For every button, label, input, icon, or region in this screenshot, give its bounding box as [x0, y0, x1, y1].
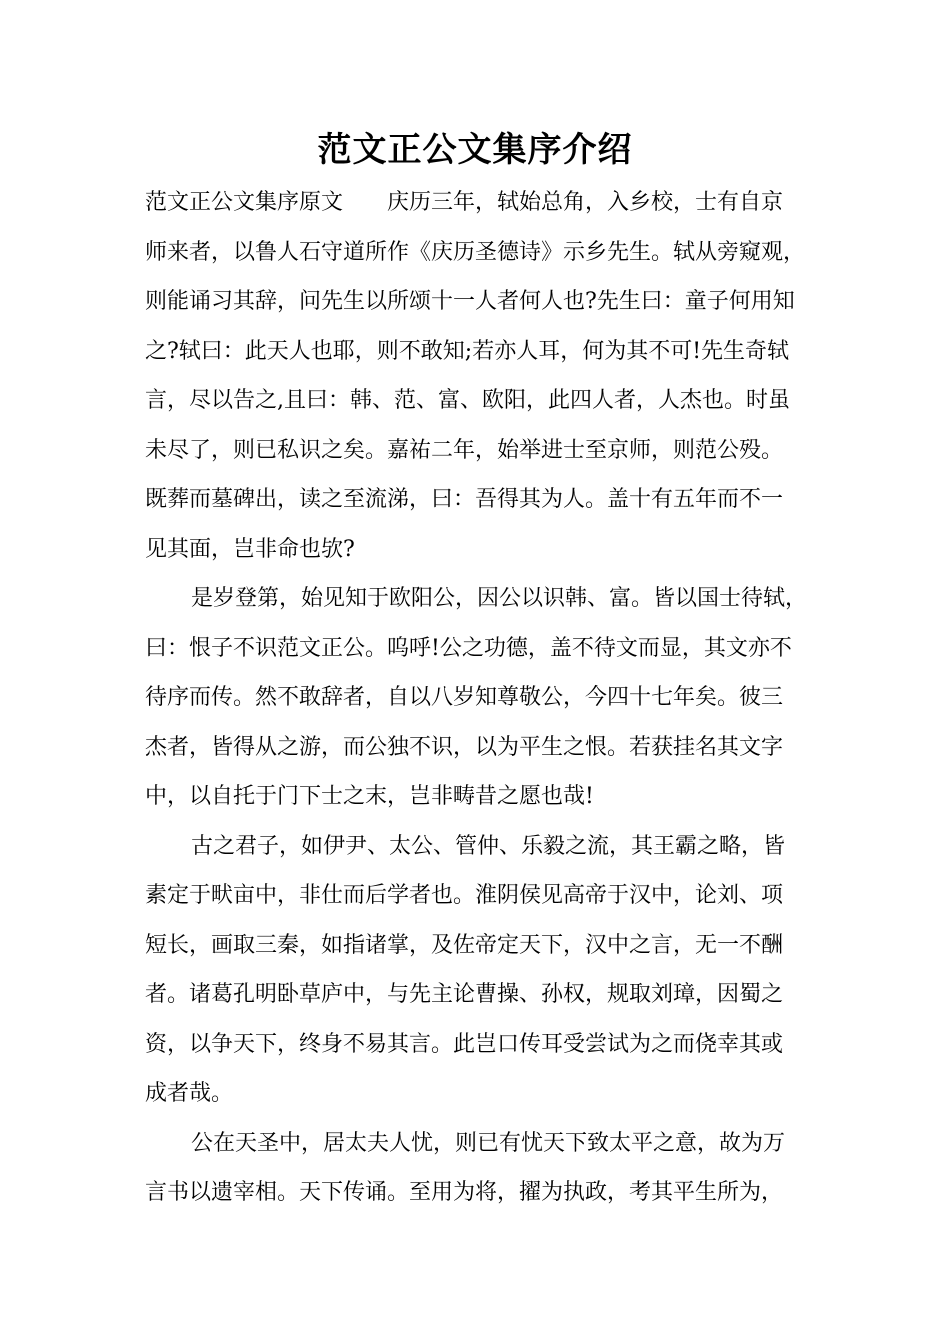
text-line: 之?轼曰：此天人也耶，则不敢知;若亦人耳，何为其不可!先生奇轼 — [145, 338, 790, 364]
text-line — [145, 178, 805, 228]
text-line: 言书以遗宰相。天下传诵。至用为将，擢为执政，考其平生所为， — [145, 1180, 784, 1205]
paragraph-first-line: 是岁登第，始见知于欧阳公，因公以识韩、富。皆以国士待轼， — [191, 586, 808, 611]
document-body — [145, 178, 808, 1218]
text-line: 见其面，岂非命也欤? — [145, 536, 355, 562]
source-heading: 范文正公文集序原文 — [145, 190, 344, 215]
text-line: 言，尽以告之,且曰：韩、范、富、欧阳，此四人者，人杰也。时虽 — [145, 388, 790, 413]
text-line: 素定于畎亩中，非仕而后学者也。淮阴侯见高帝于汉中，论刘、项 — [145, 883, 784, 908]
text-segment: 庆历三年，轼始总角，入乡校，士有自京 — [387, 190, 784, 215]
text-line: 短长，画取三秦，如指诸掌，及佐帝定天下，汉中之言，无一不酬 — [145, 932, 784, 958]
paragraph-first-line: 古之君子，如伊尹、太公、管仲、乐毅之流，其王霸之略，皆 — [191, 833, 786, 859]
text-line: 未尽了，则已私识之矣。嘉祐二年，始举进士至京师，则范公殁。 — [145, 437, 784, 463]
text-line: 师来者，以鲁人石守道所作《庆历圣德诗》示乡先生。轼从旁窥观， — [145, 239, 806, 265]
text-line: 资，以争天下，终身不易其言。此岂口传耳受尝试为之而侥幸其或 — [145, 1031, 784, 1057]
text-line: 杰者，皆得从之游，而公独不识，以为平生之恨。若获挂名其文字 — [145, 734, 784, 760]
text-line: 者。诸葛孔明卧草庐中，与先主论曹操、孙权，规取刘璋，因蜀之 — [145, 982, 784, 1007]
text-line: 中，以自托于门下士之末，岂非畴昔之愿也哉! — [145, 784, 594, 809]
text-line: 待序而传。然不敢辞者，自以八岁知尊敬公，今四十七年矣。彼三 — [145, 685, 784, 710]
text-line: 则能诵习其辞，问先生以所颂十一人者何人也?先生曰：童子何用知 — [145, 289, 795, 314]
text-line: 曰：恨子不识范文正公。呜呼!公之功德，盖不待文而显，其文亦不 — [145, 635, 792, 661]
text-line: 成者哉。 — [145, 1081, 234, 1106]
paragraph-first-line: 公在天圣中，居太夫人忧，则已有忧天下致太平之意，故为万 — [191, 1130, 786, 1156]
text-line: 既葬而墓碑出，读之至流涕，曰：吾得其为人。盖十有五年而不一 — [145, 487, 784, 512]
document-title: 范文正公文集序介绍 — [317, 130, 633, 170]
